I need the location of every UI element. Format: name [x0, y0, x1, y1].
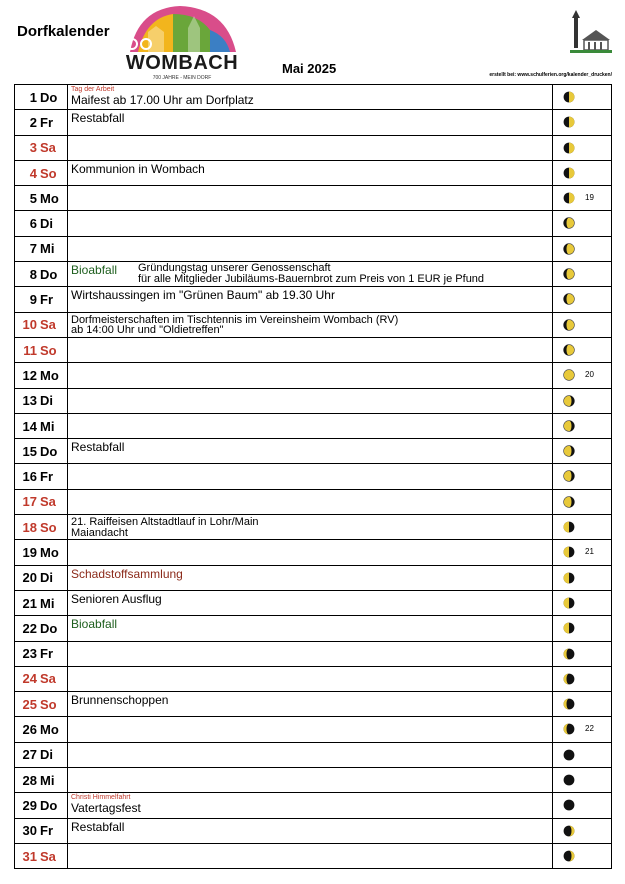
weekday: So: [38, 692, 68, 717]
day-number: 7: [15, 236, 39, 261]
event-text: Vatertagsfest: [71, 801, 141, 816]
day-number: 21: [15, 590, 39, 615]
weekday: Mi: [38, 590, 68, 615]
day-number: 10: [15, 312, 39, 337]
weekday: Sa: [38, 489, 68, 514]
calendar-row: [15, 692, 612, 717]
week-number: 22: [585, 724, 594, 734]
day-number: 29: [15, 793, 39, 818]
weekday: Di: [38, 211, 68, 236]
day-number: 24: [15, 666, 39, 691]
weekday: Mo: [38, 540, 68, 565]
week-number: 20: [585, 370, 594, 380]
weekday: Di: [38, 388, 68, 413]
day-number: 22: [15, 616, 39, 641]
moon-phase-icon: [563, 521, 575, 533]
moon-phase-icon: [563, 369, 575, 381]
event-cell: [68, 616, 553, 641]
calendar-row: [15, 85, 612, 110]
moon-phase-icon: [563, 673, 575, 685]
moon-cell: [553, 793, 612, 818]
moon-phase-icon: [563, 825, 575, 837]
calendar-row: [15, 337, 612, 362]
day-number: 13: [15, 388, 39, 413]
event-cell: [68, 186, 553, 211]
moon-cell: [553, 262, 612, 287]
weekday: Do: [38, 616, 68, 641]
event-text: Wirtshaussingen im "Grünen Baum" ab 19.30 Uhr: [71, 288, 335, 303]
moon-phase-icon: [563, 395, 575, 407]
event-cell: [68, 236, 553, 261]
event-text: Brunnenschoppen: [71, 693, 169, 708]
calendar-row: [15, 363, 612, 388]
weekday: Fr: [38, 464, 68, 489]
moon-phase-icon: [563, 445, 575, 457]
weekday: Mi: [38, 413, 68, 438]
event-text: Senioren Ausflug: [71, 591, 162, 606]
moon-cell: [553, 160, 612, 185]
bioabfall-label: Bioabfall: [71, 263, 118, 278]
event-cell: [68, 565, 553, 590]
moon-phase-icon: [563, 116, 575, 128]
calendar-row: [15, 287, 612, 312]
calendar-row: [15, 186, 612, 211]
weekday: Fr: [38, 818, 68, 843]
calendar-row: [15, 666, 612, 691]
event-cell: [68, 439, 553, 464]
calendar-row: [15, 768, 612, 793]
day-number: 12: [15, 363, 39, 388]
day-number: 6: [15, 211, 39, 236]
event-text: Maifest ab 17.00 Uhr am Dorfplatz: [71, 93, 254, 107]
calendar-row: [15, 843, 612, 868]
calendar-row: [15, 262, 612, 287]
weekday: Sa: [38, 312, 68, 337]
moon-cell: [553, 85, 612, 110]
moon-phase-icon: [563, 572, 575, 584]
event-cell: [68, 692, 553, 717]
day-number: 3: [15, 135, 39, 160]
weekday: Di: [38, 742, 68, 767]
event-cell: [68, 160, 553, 185]
calendar-row: [15, 590, 612, 615]
holiday-label: Christi Himmelfahrt: [71, 794, 131, 802]
day-number: 27: [15, 742, 39, 767]
day-number: 20: [15, 565, 39, 590]
calendar-table: [14, 84, 612, 869]
moon-cell: [553, 616, 612, 641]
moon-cell: [553, 641, 612, 666]
weekday: So: [38, 515, 68, 540]
event-cell: [68, 742, 553, 767]
bioabfall-label: Bioabfall: [71, 617, 118, 632]
event-cell: [68, 85, 553, 110]
event-cell: [68, 515, 553, 540]
day-number: 18: [15, 515, 39, 540]
event-cell: [68, 363, 553, 388]
calendar-row: [15, 110, 612, 135]
weekday: Do: [38, 439, 68, 464]
day-number: 5: [15, 186, 39, 211]
moon-phase-icon: [563, 774, 575, 786]
week-number: 19: [585, 193, 594, 203]
day-number: 2: [15, 110, 39, 135]
weekday: Mo: [38, 186, 68, 211]
day-number: 17: [15, 489, 39, 514]
calendar-row: [15, 742, 612, 767]
calendar-row: [15, 515, 612, 540]
calendar-row: [15, 388, 612, 413]
day-number: 23: [15, 641, 39, 666]
moon-cell: [553, 692, 612, 717]
moon-cell: [553, 236, 612, 261]
event-cell: [68, 135, 553, 160]
event-cell: [68, 818, 553, 843]
weekday: Do: [38, 793, 68, 818]
weekday: Fr: [38, 641, 68, 666]
weekday: Do: [38, 85, 68, 110]
church-icon: [568, 10, 613, 55]
calendar-row: [15, 160, 612, 185]
event-text: Restabfall: [71, 111, 125, 126]
moon-cell: [553, 287, 612, 312]
calendar-row: [15, 489, 612, 514]
day-number: 26: [15, 717, 39, 742]
event-cell: [68, 540, 553, 565]
weekday: Mo: [38, 363, 68, 388]
event-text: Gründungstag unserer Genossenschaft: [138, 262, 331, 275]
event-text: Dorfmeisterschaften im Tischtennis im Vereinsheim Wombach (RV): [71, 313, 399, 326]
event-text: Restabfall: [71, 440, 125, 455]
day-number: 19: [15, 540, 39, 565]
moon-phase-icon: [563, 268, 575, 280]
calendar-row: [15, 211, 612, 236]
event-text: Restabfall: [71, 819, 125, 834]
moon-cell: [553, 768, 612, 793]
calendar-row: [15, 439, 612, 464]
event-text: Kommunion in Wombach: [71, 161, 205, 176]
weekday: Sa: [38, 666, 68, 691]
moon-cell: [553, 211, 612, 236]
day-number: 25: [15, 692, 39, 717]
event-text: Maiandacht: [71, 526, 128, 539]
moon-cell: [553, 413, 612, 438]
moon-phase-icon: [563, 723, 575, 735]
event-cell: [68, 489, 553, 514]
moon-cell: [553, 110, 612, 135]
calendar-row: [15, 312, 612, 337]
calendar-row: [15, 236, 612, 261]
event-cell: [68, 388, 553, 413]
moon-cell: [553, 590, 612, 615]
moon-phase-icon: [563, 850, 575, 862]
logo-subtitle: 700 JAHRE - MEIN DORF: [152, 75, 212, 81]
event-cell: [68, 312, 553, 337]
moon-cell: [553, 186, 612, 211]
moon-phase-icon: [563, 420, 575, 432]
event-cell: [68, 262, 553, 287]
moon-phase-icon: [563, 243, 575, 255]
holiday-label: Tag der Arbeit: [71, 86, 115, 93]
weekday: Fr: [38, 110, 68, 135]
moon-phase-icon: [563, 749, 575, 761]
event-cell: [68, 413, 553, 438]
weekday: Mi: [38, 236, 68, 261]
event-cell: [68, 641, 553, 666]
event-cell: [68, 337, 553, 362]
calendar-row: [15, 413, 612, 438]
moon-cell: [553, 388, 612, 413]
moon-phase-icon: [563, 293, 575, 305]
moon-cell: [553, 312, 612, 337]
calendar-row: [15, 135, 612, 160]
calendar-row: [15, 540, 612, 565]
event-cell: [68, 287, 553, 312]
day-number: 1: [15, 85, 39, 110]
moon-phase-icon: [563, 648, 575, 660]
moon-cell: [553, 337, 612, 362]
day-number: 4: [15, 160, 39, 185]
event-text: 21. Raiffeisen Altstadtlauf in Lohr/Main: [71, 516, 259, 529]
moon-phase-icon: [563, 496, 575, 508]
day-number: 11: [15, 337, 39, 362]
weekday: Do: [38, 262, 68, 287]
moon-phase-icon: [563, 167, 575, 179]
moon-phase-icon: [563, 470, 575, 482]
day-number: 30: [15, 818, 39, 843]
page-title: Dorfkalender: [17, 23, 110, 40]
event-cell: [68, 768, 553, 793]
moon-cell: [553, 717, 612, 742]
calendar-row: [15, 793, 612, 818]
calendar-row: [15, 717, 612, 742]
weekday: Sa: [38, 843, 68, 868]
weekday: Mo: [38, 717, 68, 742]
weekday: Di: [38, 565, 68, 590]
event-cell: [68, 464, 553, 489]
moon-phase-icon: [563, 622, 575, 634]
logo-text: WOMBACH: [125, 52, 239, 74]
event-text: für alle Mitglieder Jubiläums-Bauernbrot zum Preis von 1 EUR je Pfund: [138, 273, 485, 286]
event-cell: [68, 211, 553, 236]
event-cell: [68, 717, 553, 742]
day-number: 14: [15, 413, 39, 438]
moon-cell: [553, 135, 612, 160]
moon-cell: [553, 742, 612, 767]
moon-phase-icon: [563, 344, 575, 356]
event-cell: [68, 843, 553, 868]
moon-phase-icon: [563, 217, 575, 229]
event-cell: [68, 666, 553, 691]
moon-cell: [553, 565, 612, 590]
moon-cell: [553, 818, 612, 843]
day-number: 16: [15, 464, 39, 489]
calendar-row: [15, 464, 612, 489]
day-number: 15: [15, 439, 39, 464]
moon-phase-icon: [563, 597, 575, 609]
event-cell: [68, 110, 553, 135]
moon-phase-icon: [563, 142, 575, 154]
moon-phase-icon: [563, 799, 575, 811]
calendar-row: [15, 616, 612, 641]
day-number: 9: [15, 287, 39, 312]
moon-cell: [553, 843, 612, 868]
event-cell: [68, 590, 553, 615]
weekday: So: [38, 337, 68, 362]
credit-text: erstellt bei: www.schulferien.org/kalender_drucken/: [489, 72, 612, 78]
moon-cell: [553, 540, 612, 565]
event-cell: [68, 793, 553, 818]
moon-cell: [553, 489, 612, 514]
moon-cell: [553, 363, 612, 388]
schadstoff-label: Schadstoffsammlung: [71, 566, 183, 581]
weekday: Sa: [38, 135, 68, 160]
moon-phase-icon: [563, 546, 575, 558]
moon-cell: [553, 666, 612, 691]
moon-cell: [553, 515, 612, 540]
calendar-row: [15, 818, 612, 843]
month-title: Mai 2025: [282, 61, 337, 76]
day-number: 8: [15, 262, 39, 287]
weekday: Fr: [38, 287, 68, 312]
event-text: ab 14:00 Uhr und "Oldietreffen": [71, 324, 224, 337]
moon-phase-icon: [563, 698, 575, 710]
moon-phase-icon: [563, 91, 575, 103]
moon-cell: [553, 439, 612, 464]
calendar-row: [15, 565, 612, 590]
day-number: 31: [15, 843, 39, 868]
weekday: Mi: [38, 768, 68, 793]
moon-phase-icon: [563, 319, 575, 331]
day-number: 28: [15, 768, 39, 793]
moon-cell: [553, 464, 612, 489]
moon-phase-icon: [563, 192, 575, 204]
week-number: 21: [585, 547, 594, 557]
weekday: So: [38, 160, 68, 185]
calendar-row: [15, 641, 612, 666]
